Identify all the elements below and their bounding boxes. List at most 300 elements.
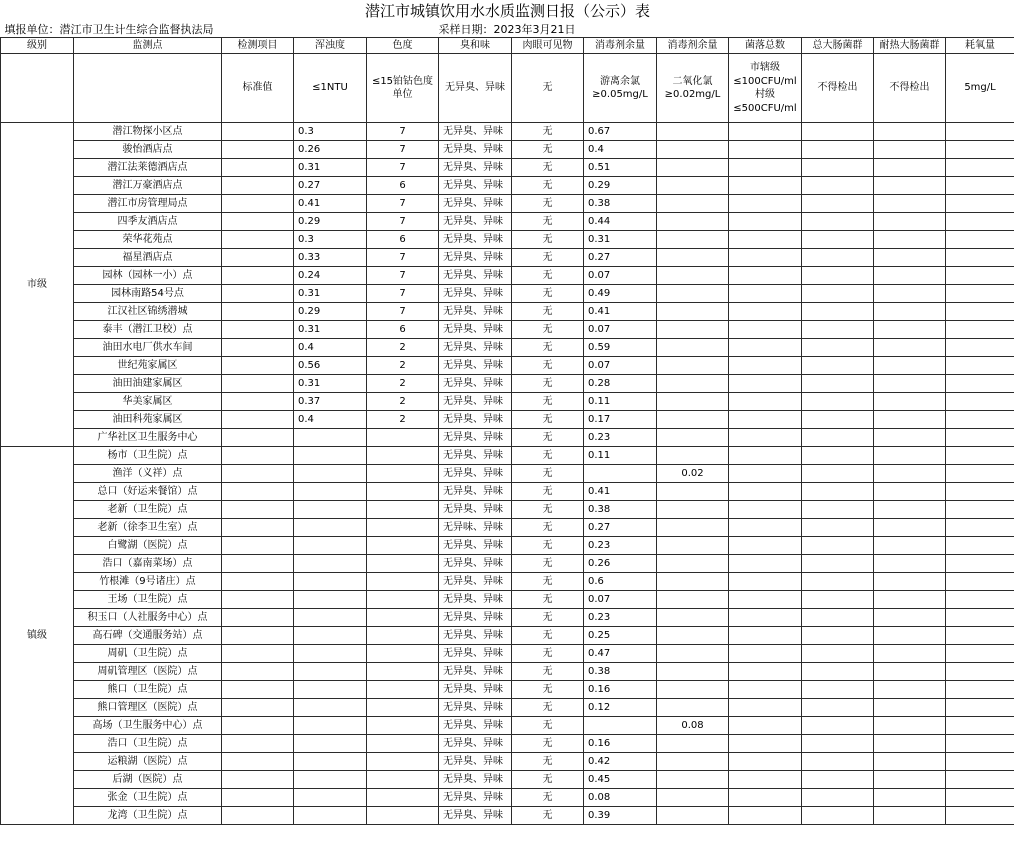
colony-cell[interactable] (729, 321, 802, 339)
item-cell[interactable] (222, 159, 294, 177)
thermo-coliform-cell[interactable] (874, 807, 946, 825)
coliform-cell[interactable] (802, 771, 874, 789)
standard-cell[interactable]: 游离余氯≥0.05mg/L (584, 54, 657, 123)
odor-cell[interactable]: 无异臭、异味 (439, 249, 512, 267)
site-cell[interactable]: 熊口管理区（医院）点 (74, 699, 222, 717)
item-cell[interactable] (222, 267, 294, 285)
thermo-coliform-cell[interactable] (874, 771, 946, 789)
item-cell[interactable] (222, 753, 294, 771)
free-chlorine-cell[interactable]: 0.4 (584, 141, 657, 159)
thermo-coliform-cell[interactable] (874, 735, 946, 753)
odor-cell[interactable]: 无异臭、异味 (439, 753, 512, 771)
site-cell[interactable]: 潜江物探小区点 (74, 123, 222, 141)
thermo-coliform-cell[interactable] (874, 159, 946, 177)
visible-cell[interactable]: 无 (512, 807, 584, 825)
oxygen-cell[interactable] (946, 447, 1014, 465)
chlorine-dioxide-cell[interactable] (657, 195, 729, 213)
thermo-coliform-cell[interactable] (874, 753, 946, 771)
chlorine-dioxide-cell[interactable] (657, 555, 729, 573)
chlorine-dioxide-cell[interactable] (657, 177, 729, 195)
colony-cell[interactable] (729, 573, 802, 591)
site-cell[interactable]: 世纪苑家属区 (74, 357, 222, 375)
odor-cell[interactable]: 无异臭、异味 (439, 663, 512, 681)
colony-cell[interactable] (729, 447, 802, 465)
site-cell[interactable]: 福星酒店点 (74, 249, 222, 267)
coliform-cell[interactable] (802, 357, 874, 375)
coliform-cell[interactable] (802, 285, 874, 303)
standard-cell[interactable]: 无 (512, 54, 584, 123)
visible-cell[interactable]: 无 (512, 213, 584, 231)
coliform-cell[interactable] (802, 249, 874, 267)
turbidity-cell[interactable]: 0.29 (294, 303, 367, 321)
visible-cell[interactable]: 无 (512, 321, 584, 339)
color-cell[interactable] (367, 807, 439, 825)
chlorine-dioxide-cell[interactable] (657, 375, 729, 393)
item-cell[interactable] (222, 519, 294, 537)
turbidity-cell[interactable] (294, 555, 367, 573)
visible-cell[interactable]: 无 (512, 339, 584, 357)
turbidity-cell[interactable] (294, 645, 367, 663)
thermo-coliform-cell[interactable] (874, 465, 946, 483)
chlorine-dioxide-cell[interactable] (657, 807, 729, 825)
site-cell[interactable]: 泰丰（潜江卫校）点 (74, 321, 222, 339)
site-cell[interactable]: 油田油建家属区 (74, 375, 222, 393)
item-cell[interactable] (222, 393, 294, 411)
color-cell[interactable]: 7 (367, 249, 439, 267)
turbidity-cell[interactable] (294, 447, 367, 465)
color-cell[interactable]: 6 (367, 231, 439, 249)
standard-cell[interactable]: ≤15铂钴色度单位 (367, 54, 439, 123)
standard-cell[interactable]: 不得检出 (802, 54, 874, 123)
site-cell[interactable]: 浩口（嘉南菜场）点 (74, 555, 222, 573)
thermo-coliform-cell[interactable] (874, 195, 946, 213)
thermo-coliform-cell[interactable] (874, 357, 946, 375)
coliform-cell[interactable] (802, 159, 874, 177)
color-cell[interactable] (367, 681, 439, 699)
odor-cell[interactable]: 无异臭、异味 (439, 699, 512, 717)
coliform-cell[interactable] (802, 663, 874, 681)
turbidity-cell[interactable] (294, 807, 367, 825)
color-cell[interactable] (367, 573, 439, 591)
odor-cell[interactable]: 无异臭、异味 (439, 717, 512, 735)
visible-cell[interactable]: 无 (512, 249, 584, 267)
visible-cell[interactable]: 无 (512, 375, 584, 393)
free-chlorine-cell[interactable]: 0.38 (584, 501, 657, 519)
colony-cell[interactable] (729, 213, 802, 231)
site-cell[interactable]: 华美家属区 (74, 393, 222, 411)
odor-cell[interactable]: 无异臭、异味 (439, 735, 512, 753)
coliform-cell[interactable] (802, 753, 874, 771)
oxygen-cell[interactable] (946, 555, 1014, 573)
odor-cell[interactable]: 无异臭、异味 (439, 231, 512, 249)
chlorine-dioxide-cell[interactable] (657, 753, 729, 771)
color-cell[interactable] (367, 753, 439, 771)
site-cell[interactable]: 王场（卫生院）点 (74, 591, 222, 609)
visible-cell[interactable]: 无 (512, 141, 584, 159)
free-chlorine-cell[interactable]: 0.28 (584, 375, 657, 393)
color-cell[interactable]: 6 (367, 177, 439, 195)
chlorine-dioxide-cell[interactable] (657, 447, 729, 465)
colony-cell[interactable] (729, 609, 802, 627)
chlorine-dioxide-cell[interactable] (657, 393, 729, 411)
header-visible[interactable]: 肉眼可见物 (512, 38, 584, 54)
odor-cell[interactable]: 无异臭、异味 (439, 627, 512, 645)
thermo-coliform-cell[interactable] (874, 375, 946, 393)
color-cell[interactable] (367, 789, 439, 807)
turbidity-cell[interactable] (294, 483, 367, 501)
visible-cell[interactable]: 无 (512, 303, 584, 321)
coliform-cell[interactable] (802, 519, 874, 537)
site-cell[interactable]: 荣华花苑点 (74, 231, 222, 249)
turbidity-cell[interactable]: 0.26 (294, 141, 367, 159)
site-cell[interactable]: 骏怡酒店点 (74, 141, 222, 159)
turbidity-cell[interactable] (294, 681, 367, 699)
odor-cell[interactable]: 无异臭、异味 (439, 483, 512, 501)
oxygen-cell[interactable] (946, 519, 1014, 537)
odor-cell[interactable]: 无异臭、异味 (439, 681, 512, 699)
thermo-coliform-cell[interactable] (874, 717, 946, 735)
free-chlorine-cell[interactable]: 0.29 (584, 177, 657, 195)
item-cell[interactable] (222, 681, 294, 699)
thermo-coliform-cell[interactable] (874, 681, 946, 699)
turbidity-cell[interactable]: 0.33 (294, 249, 367, 267)
free-chlorine-cell[interactable]: 0.17 (584, 411, 657, 429)
turbidity-cell[interactable] (294, 519, 367, 537)
thermo-coliform-cell[interactable] (874, 483, 946, 501)
turbidity-cell[interactable]: 0.4 (294, 339, 367, 357)
free-chlorine-cell[interactable]: 0.07 (584, 591, 657, 609)
free-chlorine-cell[interactable]: 0.27 (584, 249, 657, 267)
colony-cell[interactable] (729, 645, 802, 663)
odor-cell[interactable]: 无异臭、异味 (439, 609, 512, 627)
odor-cell[interactable]: 无异臭、异味 (439, 141, 512, 159)
oxygen-cell[interactable] (946, 375, 1014, 393)
oxygen-cell[interactable] (946, 393, 1014, 411)
colony-cell[interactable] (729, 177, 802, 195)
odor-cell[interactable]: 无异臭、异味 (439, 321, 512, 339)
item-cell[interactable] (222, 141, 294, 159)
free-chlorine-cell[interactable]: 0.16 (584, 735, 657, 753)
visible-cell[interactable]: 无 (512, 519, 584, 537)
color-cell[interactable] (367, 447, 439, 465)
color-cell[interactable]: 7 (367, 159, 439, 177)
colony-cell[interactable] (729, 771, 802, 789)
visible-cell[interactable]: 无 (512, 591, 584, 609)
chlorine-dioxide-cell[interactable] (657, 159, 729, 177)
site-cell[interactable]: 广华社区卫生服务中心 (74, 429, 222, 447)
coliform-cell[interactable] (802, 231, 874, 249)
color-cell[interactable]: 2 (367, 411, 439, 429)
colony-cell[interactable] (729, 735, 802, 753)
odor-cell[interactable]: 无异臭、异味 (439, 213, 512, 231)
oxygen-cell[interactable] (946, 411, 1014, 429)
oxygen-cell[interactable] (946, 645, 1014, 663)
item-cell[interactable] (222, 213, 294, 231)
oxygen-cell[interactable] (946, 213, 1014, 231)
colony-cell[interactable] (729, 663, 802, 681)
oxygen-cell[interactable] (946, 177, 1014, 195)
colony-cell[interactable] (729, 807, 802, 825)
oxygen-cell[interactable] (946, 627, 1014, 645)
site-cell[interactable]: 周矶管理区（医院）点 (74, 663, 222, 681)
free-chlorine-cell[interactable] (584, 465, 657, 483)
oxygen-cell[interactable] (946, 249, 1014, 267)
visible-cell[interactable]: 无 (512, 735, 584, 753)
free-chlorine-cell[interactable]: 0.11 (584, 393, 657, 411)
coliform-cell[interactable] (802, 483, 874, 501)
color-cell[interactable]: 2 (367, 393, 439, 411)
item-cell[interactable] (222, 321, 294, 339)
color-cell[interactable] (367, 717, 439, 735)
oxygen-cell[interactable] (946, 573, 1014, 591)
odor-cell[interactable]: 无异臭、异味 (439, 339, 512, 357)
item-cell[interactable] (222, 231, 294, 249)
thermo-coliform-cell[interactable] (874, 177, 946, 195)
oxygen-cell[interactable] (946, 231, 1014, 249)
site-cell[interactable]: 高石碑（交通服务站）点 (74, 627, 222, 645)
turbidity-cell[interactable] (294, 501, 367, 519)
site-cell[interactable]: 运粮湖（医院）点 (74, 753, 222, 771)
site-cell[interactable]: 白鹭湖（医院）点 (74, 537, 222, 555)
header-color[interactable]: 色度 (367, 38, 439, 54)
thermo-coliform-cell[interactable] (874, 789, 946, 807)
item-cell[interactable] (222, 285, 294, 303)
coliform-cell[interactable] (802, 447, 874, 465)
visible-cell[interactable]: 无 (512, 573, 584, 591)
thermo-coliform-cell[interactable] (874, 267, 946, 285)
item-cell[interactable] (222, 501, 294, 519)
odor-cell[interactable]: 无异臭、异味 (439, 771, 512, 789)
free-chlorine-cell[interactable]: 0.08 (584, 789, 657, 807)
colony-cell[interactable] (729, 411, 802, 429)
thermo-coliform-cell[interactable] (874, 645, 946, 663)
oxygen-cell[interactable] (946, 429, 1014, 447)
free-chlorine-cell[interactable]: 0.39 (584, 807, 657, 825)
coliform-cell[interactable] (802, 645, 874, 663)
odor-cell[interactable]: 无异臭、异味 (439, 465, 512, 483)
free-chlorine-cell[interactable]: 0.41 (584, 303, 657, 321)
free-chlorine-cell[interactable]: 0.31 (584, 231, 657, 249)
color-cell[interactable] (367, 555, 439, 573)
odor-cell[interactable]: 无异臭、异味 (439, 393, 512, 411)
item-cell[interactable] (222, 609, 294, 627)
site-cell[interactable]: 四季友酒店点 (74, 213, 222, 231)
oxygen-cell[interactable] (946, 753, 1014, 771)
thermo-coliform-cell[interactable] (874, 447, 946, 465)
visible-cell[interactable]: 无 (512, 627, 584, 645)
free-chlorine-cell[interactable]: 0.23 (584, 609, 657, 627)
thermo-coliform-cell[interactable] (874, 123, 946, 141)
oxygen-cell[interactable] (946, 285, 1014, 303)
colony-cell[interactable] (729, 465, 802, 483)
oxygen-cell[interactable] (946, 483, 1014, 501)
standard-cell[interactable]: 不得检出 (874, 54, 946, 123)
chlorine-dioxide-cell[interactable] (657, 735, 729, 753)
standard-cell[interactable]: 标准值 (222, 54, 294, 123)
visible-cell[interactable]: 无 (512, 663, 584, 681)
odor-cell[interactable]: 无异臭、异味 (439, 411, 512, 429)
thermo-coliform-cell[interactable] (874, 393, 946, 411)
turbidity-cell[interactable] (294, 717, 367, 735)
item-cell[interactable] (222, 807, 294, 825)
odor-cell[interactable]: 无异臭、异味 (439, 267, 512, 285)
standard-cell[interactable] (74, 54, 222, 123)
free-chlorine-cell[interactable]: 0.38 (584, 195, 657, 213)
coliform-cell[interactable] (802, 501, 874, 519)
visible-cell[interactable]: 无 (512, 771, 584, 789)
site-cell[interactable]: 园林南路54号点 (74, 285, 222, 303)
visible-cell[interactable]: 无 (512, 393, 584, 411)
turbidity-cell[interactable] (294, 429, 367, 447)
thermo-coliform-cell[interactable] (874, 519, 946, 537)
odor-cell[interactable]: 无异臭、异味 (439, 807, 512, 825)
color-cell[interactable]: 7 (367, 123, 439, 141)
chlorine-dioxide-cell[interactable] (657, 285, 729, 303)
thermo-coliform-cell[interactable] (874, 627, 946, 645)
chlorine-dioxide-cell[interactable] (657, 231, 729, 249)
colony-cell[interactable] (729, 681, 802, 699)
coliform-cell[interactable] (802, 213, 874, 231)
site-cell[interactable]: 熊口（卫生院）点 (74, 681, 222, 699)
free-chlorine-cell[interactable] (584, 717, 657, 735)
item-cell[interactable] (222, 195, 294, 213)
odor-cell[interactable]: 无异臭、异味 (439, 159, 512, 177)
free-chlorine-cell[interactable]: 0.47 (584, 645, 657, 663)
standard-cell[interactable]: 二氧化氯≥0.02mg/L (657, 54, 729, 123)
site-cell[interactable]: 潜江市房管理局点 (74, 195, 222, 213)
colony-cell[interactable] (729, 267, 802, 285)
thermo-coliform-cell[interactable] (874, 537, 946, 555)
turbidity-cell[interactable] (294, 771, 367, 789)
chlorine-dioxide-cell[interactable] (657, 267, 729, 285)
colony-cell[interactable] (729, 141, 802, 159)
turbidity-cell[interactable]: 0.31 (294, 285, 367, 303)
odor-cell[interactable]: 无异臭、异味 (439, 555, 512, 573)
oxygen-cell[interactable] (946, 663, 1014, 681)
visible-cell[interactable]: 无 (512, 357, 584, 375)
item-cell[interactable] (222, 123, 294, 141)
chlorine-dioxide-cell[interactable] (657, 123, 729, 141)
odor-cell[interactable]: 无异臭、异味 (439, 447, 512, 465)
odor-cell[interactable]: 无异味、异味 (439, 519, 512, 537)
visible-cell[interactable]: 无 (512, 537, 584, 555)
turbidity-cell[interactable] (294, 735, 367, 753)
color-cell[interactable] (367, 663, 439, 681)
thermo-coliform-cell[interactable] (874, 249, 946, 267)
site-cell[interactable]: 油田水电厂供水车间 (74, 339, 222, 357)
chlorine-dioxide-cell[interactable] (657, 537, 729, 555)
free-chlorine-cell[interactable]: 0.45 (584, 771, 657, 789)
oxygen-cell[interactable] (946, 339, 1014, 357)
chlorine-dioxide-cell[interactable] (657, 771, 729, 789)
color-cell[interactable] (367, 519, 439, 537)
level-cell[interactable]: 市级 (1, 123, 74, 447)
site-cell[interactable]: 浩口（卫生院）点 (74, 735, 222, 753)
colony-cell[interactable] (729, 537, 802, 555)
colony-cell[interactable] (729, 285, 802, 303)
item-cell[interactable] (222, 591, 294, 609)
thermo-coliform-cell[interactable] (874, 231, 946, 249)
coliform-cell[interactable] (802, 681, 874, 699)
coliform-cell[interactable] (802, 123, 874, 141)
turbidity-cell[interactable]: 0.37 (294, 393, 367, 411)
header-site[interactable]: 监测点 (74, 38, 222, 54)
visible-cell[interactable]: 无 (512, 681, 584, 699)
thermo-coliform-cell[interactable] (874, 699, 946, 717)
oxygen-cell[interactable] (946, 267, 1014, 285)
oxygen-cell[interactable] (946, 807, 1014, 825)
coliform-cell[interactable] (802, 789, 874, 807)
colony-cell[interactable] (729, 501, 802, 519)
color-cell[interactable]: 2 (367, 339, 439, 357)
standard-cell[interactable]: 无异臭、异味 (439, 54, 512, 123)
chlorine-dioxide-cell[interactable] (657, 483, 729, 501)
header-colony[interactable]: 菌落总数 (729, 38, 802, 54)
chlorine-dioxide-cell[interactable] (657, 303, 729, 321)
thermo-coliform-cell[interactable] (874, 609, 946, 627)
coliform-cell[interactable] (802, 429, 874, 447)
chlorine-dioxide-cell[interactable] (657, 573, 729, 591)
chlorine-dioxide-cell[interactable] (657, 609, 729, 627)
turbidity-cell[interactable]: 0.4 (294, 411, 367, 429)
site-cell[interactable]: 潜江法莱德酒店点 (74, 159, 222, 177)
visible-cell[interactable]: 无 (512, 483, 584, 501)
turbidity-cell[interactable] (294, 609, 367, 627)
standard-cell[interactable]: ≤1NTU (294, 54, 367, 123)
visible-cell[interactable]: 无 (512, 699, 584, 717)
colony-cell[interactable] (729, 375, 802, 393)
level-cell[interactable]: 镇级 (1, 447, 74, 825)
header-disinfectant-2[interactable]: 消毒剂余量 (657, 38, 729, 54)
coliform-cell[interactable] (802, 537, 874, 555)
color-cell[interactable] (367, 501, 439, 519)
visible-cell[interactable]: 无 (512, 465, 584, 483)
visible-cell[interactable]: 无 (512, 231, 584, 249)
item-cell[interactable] (222, 771, 294, 789)
coliform-cell[interactable] (802, 735, 874, 753)
coliform-cell[interactable] (802, 555, 874, 573)
oxygen-cell[interactable] (946, 501, 1014, 519)
item-cell[interactable] (222, 735, 294, 753)
oxygen-cell[interactable] (946, 789, 1014, 807)
coliform-cell[interactable] (802, 465, 874, 483)
free-chlorine-cell[interactable]: 0.41 (584, 483, 657, 501)
thermo-coliform-cell[interactable] (874, 555, 946, 573)
turbidity-cell[interactable]: 0.31 (294, 375, 367, 393)
thermo-coliform-cell[interactable] (874, 141, 946, 159)
item-cell[interactable] (222, 375, 294, 393)
coliform-cell[interactable] (802, 267, 874, 285)
oxygen-cell[interactable] (946, 681, 1014, 699)
site-cell[interactable]: 渔洋（义祥）点 (74, 465, 222, 483)
turbidity-cell[interactable]: 0.29 (294, 213, 367, 231)
item-cell[interactable] (222, 177, 294, 195)
colony-cell[interactable] (729, 789, 802, 807)
site-cell[interactable]: 老新（卫生院）点 (74, 501, 222, 519)
coliform-cell[interactable] (802, 411, 874, 429)
header-turbidity[interactable]: 浑浊度 (294, 38, 367, 54)
color-cell[interactable]: 7 (367, 141, 439, 159)
colony-cell[interactable] (729, 429, 802, 447)
turbidity-cell[interactable] (294, 753, 367, 771)
free-chlorine-cell[interactable]: 0.12 (584, 699, 657, 717)
oxygen-cell[interactable] (946, 303, 1014, 321)
chlorine-dioxide-cell[interactable] (657, 519, 729, 537)
coliform-cell[interactable] (802, 177, 874, 195)
visible-cell[interactable]: 无 (512, 429, 584, 447)
odor-cell[interactable]: 无异臭、异味 (439, 123, 512, 141)
coliform-cell[interactable] (802, 393, 874, 411)
